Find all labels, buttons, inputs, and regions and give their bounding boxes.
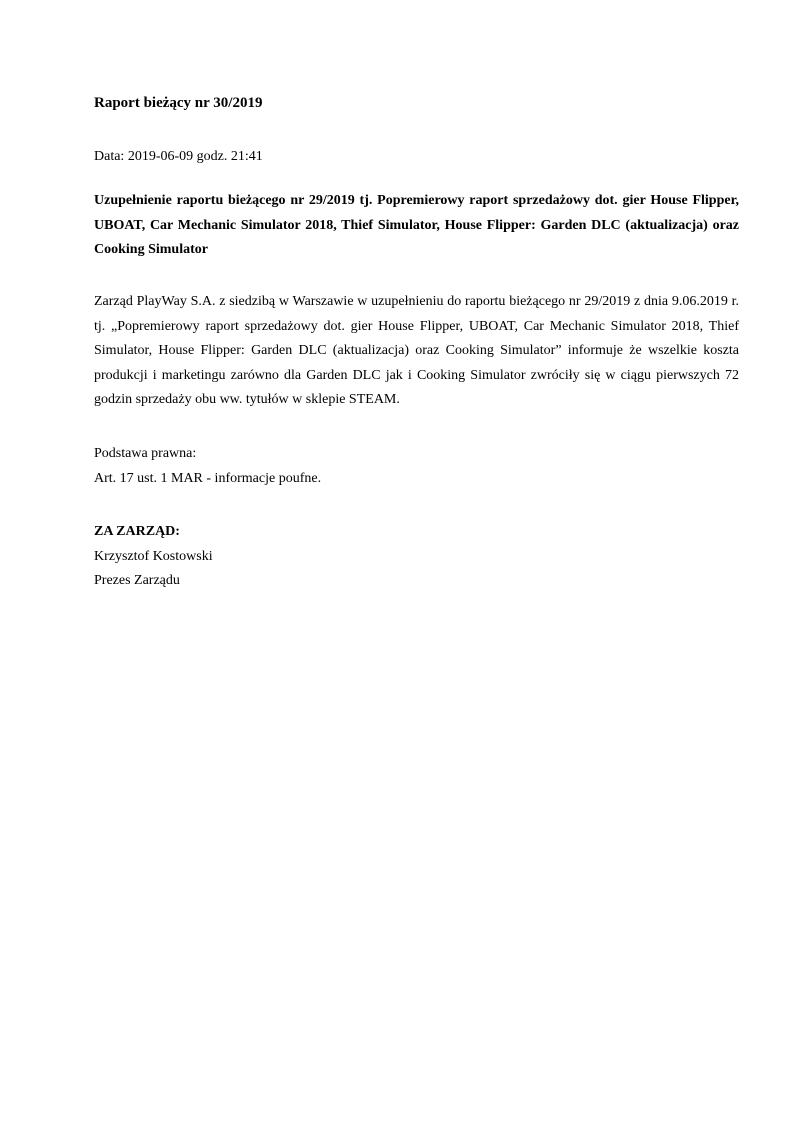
signature-block	[94, 520, 213, 594]
signatory-name: Krzysztof Kostowski	[94, 548, 213, 564]
report-title: Raport bieżący nr 30/2019	[94, 95, 263, 111]
report-date: Data: 2019-06-09 godz. 21:41	[94, 149, 263, 164]
report-body: Zarząd PlayWay S.A. z siedzibą w Warszawie w uzupełnieniu do raportu bieżącego nr 29/2019 z dnia 9.06.2019 r. tj. „Popremierowy raport sprzedażowy dot. gier House Flipper, UBOAT, Car Mechanic Simulator 2018, Thief Simulator, House Flipper: Garden DLC (aktualizacja) oraz Cooking Simulator” informuje że wszelkie koszta produkcji i marketingu zarówno dla Garden DLC jak i Cooking Simulator zwróciły się w ciągu pierwszych 72 godzin sprzedaży obu ww. tytułów w sklepie STEAM.	[94, 294, 739, 407]
signature-heading: ZA ZARZĄD:	[94, 524, 180, 539]
signatory-role: Prezes Zarządu	[94, 573, 180, 588]
report-subject: Uzupełnienie raportu bieżącego nr 29/2019 tj. Popremierowy raport sprzedażowy dot. gier House Flipper, UBOAT, Car Mechanic Simulator 2018, Thief Simulator, House Flipper: Garden DLC (aktualizacja) oraz Cooking Simulator	[94, 193, 739, 257]
legal-basis-text: Art. 17 ust. 1 MAR - informacje poufne.	[94, 470, 322, 486]
legal-basis	[94, 442, 321, 491]
legal-basis-label: Podstawa prawna:	[94, 446, 197, 461]
